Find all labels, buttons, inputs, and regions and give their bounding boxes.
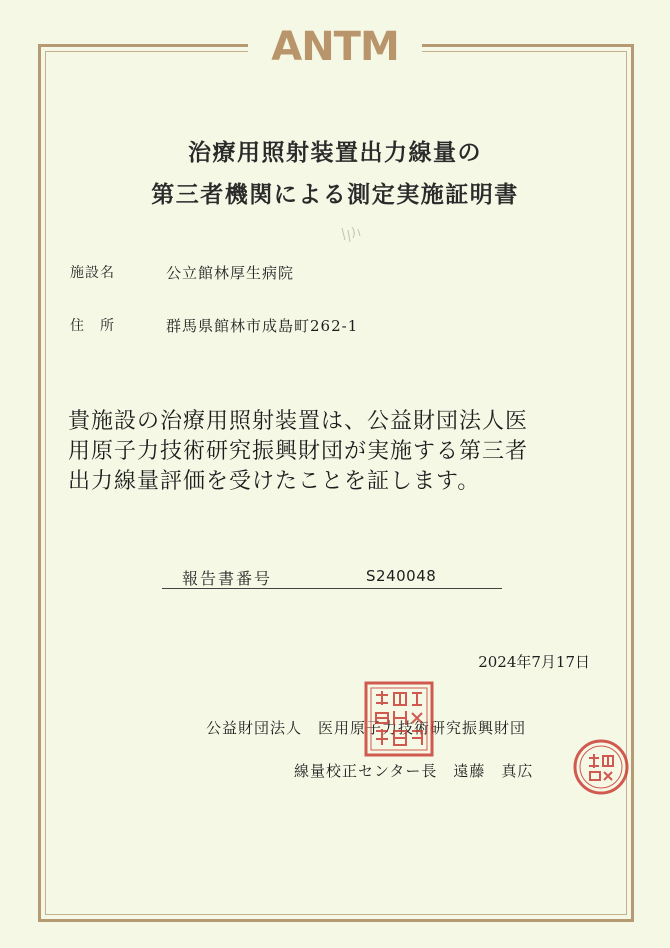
statement-line-1: 貴施設の治療用照射装置は、公益財団法人医 bbox=[68, 409, 529, 434]
issuer-organization: 公益財団法人 医用原子力技術研究振興財団 bbox=[206, 719, 527, 737]
issue-date: 2024年7月17日 bbox=[478, 653, 590, 671]
address-label: 住 所 bbox=[70, 318, 115, 334]
personal-seal-stamp bbox=[572, 738, 630, 796]
logo-text: ANTM bbox=[271, 24, 399, 70]
facility-name-value: 公立館林厚生病院 bbox=[166, 264, 295, 282]
report-number-underline bbox=[162, 588, 502, 589]
issuer-signer: 線量校正センター長 遠藤 真広 bbox=[294, 762, 534, 780]
antm-logo bbox=[248, 24, 422, 70]
certificate-title-line-2: 第三者機関による測定実施証明書 bbox=[151, 181, 519, 208]
statement-line-3: 出力線量評価を受けたことを証します。 bbox=[68, 469, 481, 494]
facility-name-label: 施設名 bbox=[70, 265, 115, 281]
report-number-label: 報告書番号 bbox=[182, 569, 273, 588]
organization-seal-stamp bbox=[364, 681, 434, 757]
statement-line-2: 用原子力技術研究振興財団が実施する第三者 bbox=[68, 439, 529, 464]
report-number-value: S240048 bbox=[366, 567, 437, 585]
certificate-title-line-1: 治療用照射装置出力線量の bbox=[188, 139, 482, 166]
address-value: 群馬県館林市成島町262-1 bbox=[166, 317, 359, 335]
faint-pencil-mark bbox=[338, 224, 364, 246]
